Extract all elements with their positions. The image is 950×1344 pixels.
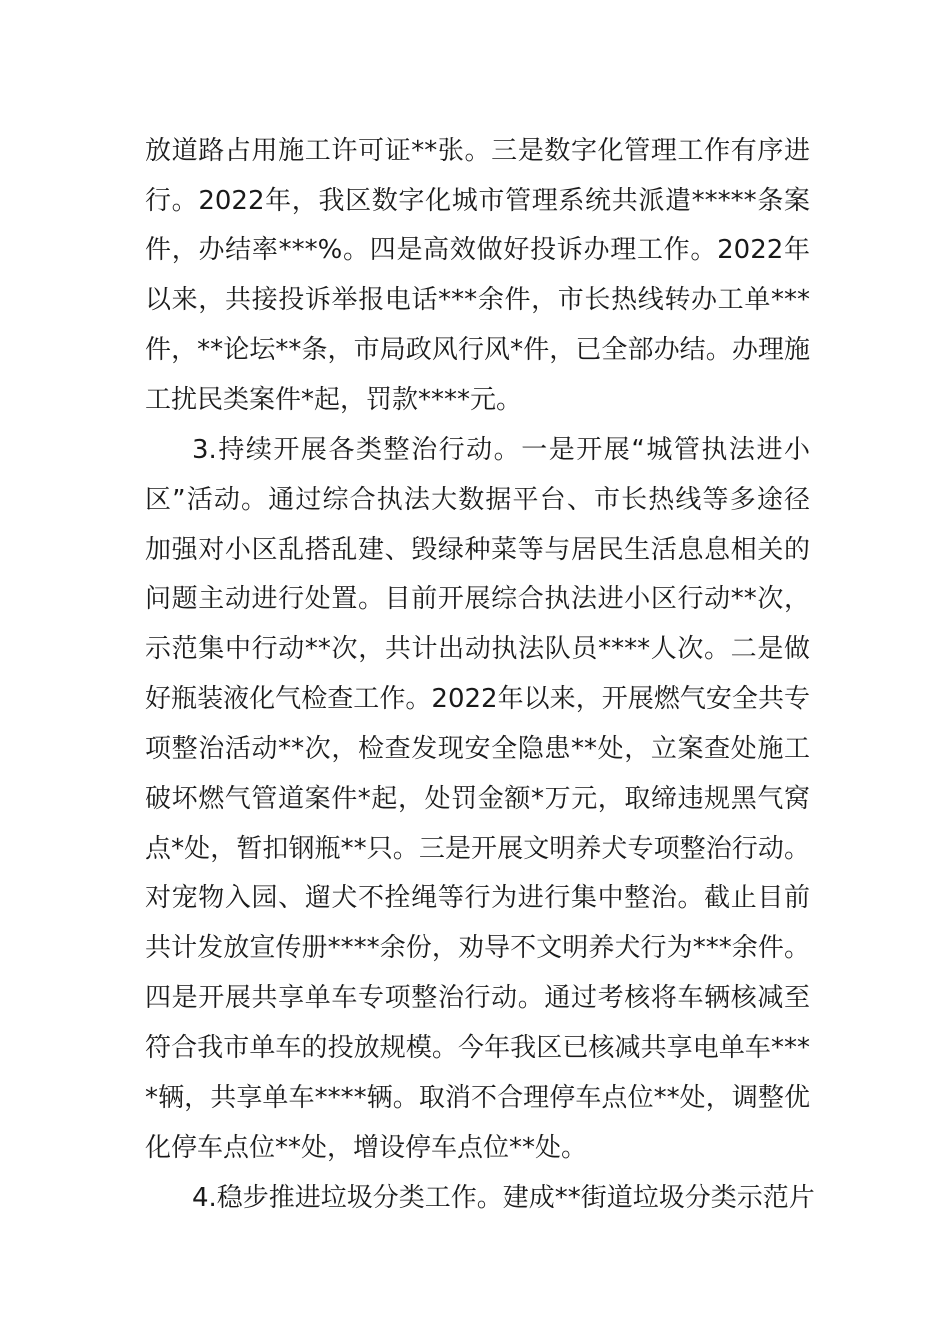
text-line: 问题主动进行处置。目前开展综合执法进小区行动**次，	[145, 584, 810, 614]
text-line: 工扰民类案件*起，罚款****元。	[145, 385, 523, 415]
text-line: 共计发放宣传册****余份，劝导不文明养犬行为***余件。	[145, 933, 810, 963]
text-line: 符合我市单车的投放规模。今年我区已核减共享电单车***	[145, 1033, 810, 1063]
text-line: 件，**论坛**条，市局政风行风*件，已全部办结。办理施	[145, 335, 810, 365]
text-line: 区”活动。通过综合执法大数据平台、市长热线等多途径	[145, 485, 810, 515]
paragraph-heading-line: 4.稳步推进垃圾分类工作。建成**街道垃圾分类示范片	[192, 1183, 815, 1213]
text-line: 项整治活动**次，检查发现安全隐患**处，立案查处施工	[145, 734, 810, 764]
text-line: 放道路占用施工许可证**张。三是数字化管理工作有序进	[145, 136, 810, 166]
text-line: *辆，共享单车****辆。取消不合理停车点位**处，调整优	[145, 1083, 810, 1113]
paragraph-heading-line: 3.持续开展各类整治行动。一是开展“城管执法进小	[192, 435, 810, 465]
text-line: 四是开展共享单车专项整治行动。通过考核将车辆核减至	[145, 983, 810, 1013]
text-line: 对宠物入园、遛犬不拴绳等行为进行集中整治。截止目前	[145, 883, 810, 913]
text-line: 行。2022年，我区数字化城市管理系统共派遣*****条案	[145, 186, 810, 216]
text-line: 点*处，暂扣钢瓶**只。三是开展文明养犬专项整治行动。	[145, 834, 810, 864]
text-line: 化停车点位**处，增设停车点位**处。	[145, 1133, 588, 1163]
text-line: 加强对小区乱搭乱建、毁绿种菜等与居民生活息息相关的	[145, 535, 810, 565]
text-line: 示范集中行动**次，共计出动执法队员****人次。二是做	[145, 634, 810, 664]
text-line: 破坏燃气管道案件*起，处罚金额*万元，取缔违规黑气窝	[145, 784, 810, 814]
text-line: 好瓶装液化气检查工作。2022年以来，开展燃气安全共专	[145, 684, 810, 714]
text-line: 以来，共接投诉举报电话***余件，市长热线转办工单***	[145, 285, 810, 315]
text-line: 件，办结率***%。四是高效做好投诉办理工作。2022年	[145, 235, 810, 265]
